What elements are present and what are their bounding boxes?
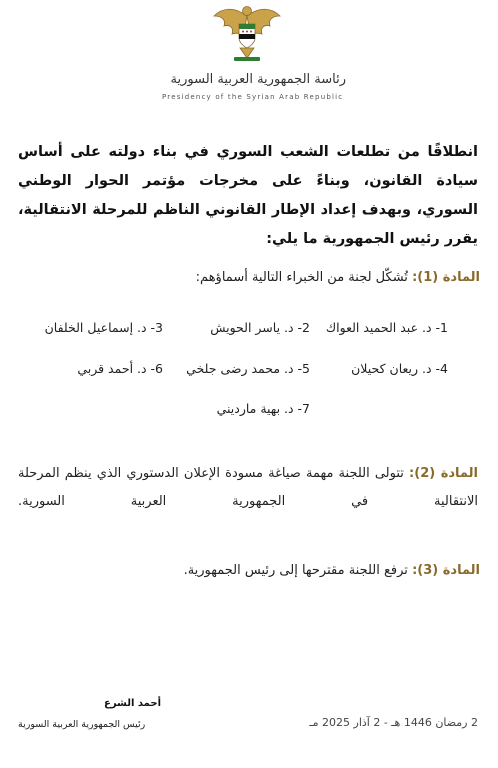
article-2-text: تتولى اللجنة مهمة صياغة مسودة الإعلان الدستوري الذي ينظم المرحلة الانتقالية في الجمهورية العربية السورية. [18,466,478,509]
decree-date: 2 رمضان 1446 هـ - 2 آذار 2025 مـ [309,716,478,729]
signatory-title: رئيس الجمهورية العربية السورية [18,719,146,730]
decree-preamble: انطلاقًا من تطلعات الشعب السوري في بناء دولته على أساس سيادة القانون، وبناءً على مخرجات مؤتمر الحوار الوطني السوري، وبهدف إعداد الإطار القانوني الناظم للمرحلة الانتقالية، يقرر رئيس الجمهورية ما يلي: [18,144,478,247]
article-1-text: تُشكّل لجنة من الخبراء التالية أسماؤهم: [195,270,408,285]
member-6: 6- د. أحمد قربي [77,361,163,376]
article-3 [184,563,480,578]
presidency-title-arabic: رئاسة الجمهورية العربية السورية [170,72,346,87]
member-7: 7- د. بهية مارديني [216,401,310,416]
article-3-text: ترفع اللجنة مقترحها إلى رئيس الجمهورية. [183,563,408,578]
member-3: 3- د. إسماعيل الخلفان [44,320,163,335]
member-2: 2- د. ياسر الحويش [210,320,310,335]
member-1: 1- د. عبد الحميد العواك [325,320,448,335]
article-3-title: المادة (3): [412,563,480,578]
signatory-name: أحمد الشرع [104,698,162,709]
article-2-title: المادة (2): [409,466,478,481]
article-1-title: المادة (1): [412,270,480,285]
member-4: 4- د. ريعان كحيلان [351,361,448,376]
presidency-title-english: Presidency of the Syrian Arab Republic [162,93,344,101]
article-1 [196,270,480,285]
article-2 [18,460,478,516]
member-5: 5- د. محمد رضى جلخي [186,361,310,376]
syrian-eagle-emblem-icon [212,2,282,64]
